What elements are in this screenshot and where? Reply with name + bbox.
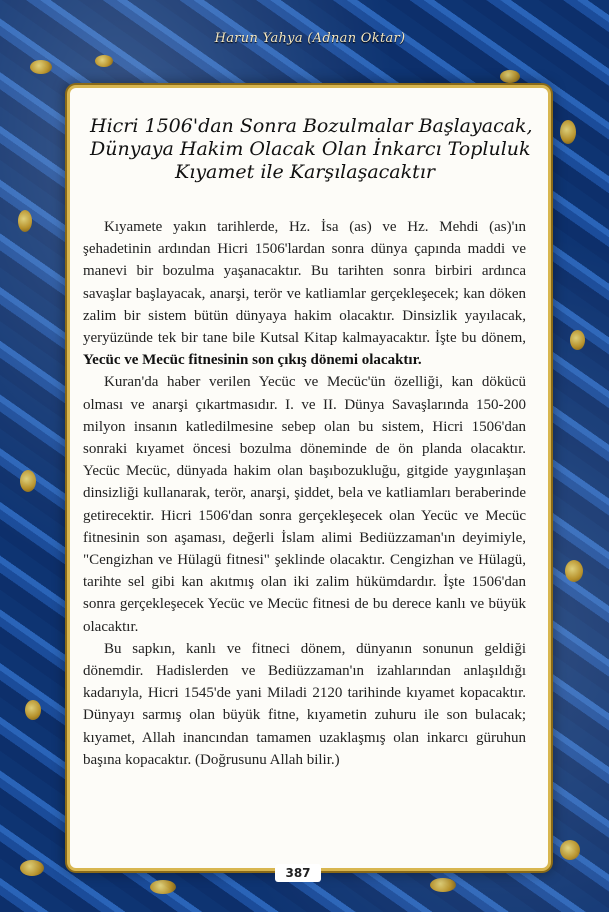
title-line-3: Kıyamet ile Karşılaşacaktır	[175, 161, 435, 183]
gold-ornament	[20, 860, 44, 876]
gold-ornament	[500, 70, 520, 83]
gold-ornament	[20, 470, 36, 492]
gold-ornament	[18, 210, 32, 232]
paragraph-1	[83, 216, 526, 371]
author-name: Harun Yahya (Adnan Oktar)	[214, 30, 406, 46]
paragraph-1-bold: Yecüc ve Mecüc fitnesinin son çıkış dönemi olacaktır.	[83, 352, 422, 369]
page-number: 387	[275, 864, 321, 882]
gold-ornament	[150, 880, 176, 894]
gold-ornament	[430, 878, 456, 892]
title-line-1: Hicri 1506'dan Sonra Bozulmalar Başlayacak,	[90, 115, 533, 137]
gold-ornament	[25, 700, 41, 720]
paragraph-1-text: Kıyamete yakın tarihlerde, Hz. İsa (as) ve Hz. Mehdi (as)'ın şehadetinin ardından Hicri 1506'lardan sonra dünya çapında maddi ve manevi bir bozulma yaşanacaktır. Bu tarihten sonra birbiri ardınca savaşlar başlayacak, anarşi, terör ve katliamlar gerçekleşecek; kan döken zalim bir sistem bütün dünyaya hakim olacaktır. Dinsizlik yayılacak, yeryüzünde tek bir tane bile Kutsal Kitap kalmayacaktır. İşte bu dönem,	[83, 219, 526, 347]
chapter-title	[90, 115, 533, 184]
gold-ornament	[95, 55, 113, 67]
gold-ornament	[560, 120, 576, 144]
running-header	[150, 28, 470, 48]
paragraph-2: Kuran'da haber verilen Yecüc ve Mecüc'ün özelliği, kan dökücü olması ve anarşi çıkartmasıdır. I. ve II. Dünya Savaşlarında 150-200 milyon insanın katledilmesine sebep olan bu sistem, Hicri 1506'dan sonraki kıyamet öncesi bozulma döneminde de ön planda olacaktır. Yecüc Mecüc, dünyada hakim olan başıbozukluğu, gitgide yaygınlaşan dinsizliği kullanarak, terör, anarşi, şiddet, bela ve katliamları beraberinde getirecektir. Hicri 1506'dan sonra gerçekleşecek olan Yecüc ve Mecüc fitnesinin son aşaması, değerli İslam alimi Bediüzzaman'ın deyimiyle, "Cengizhan ve Hülagü fitnesi" şeklinde olacaktır. Cengizhan ve Hülagü, tarihte sel gibi kan akıtmış olan iki zalim hükümdardır. İşte 1506'dan sonra gerçekleşecek Yecüc ve Mecüc fitnesi de bu derece kanlı ve büyük olacaktır.	[83, 374, 526, 635]
gold-ornament	[30, 60, 52, 74]
gold-ornament	[560, 840, 580, 860]
gold-ornament	[570, 330, 585, 350]
body-text	[83, 216, 526, 771]
title-line-2: Dünyaya Hakim Olacak Olan İnkarcı Topluluk	[90, 138, 531, 160]
gold-ornament	[565, 560, 583, 582]
paragraph-3: Bu sapkın, kanlı ve fitneci dönem, dünyanın sonunun geldiği dönemdir. Hadislerden ve Bediüzzaman'ın izahlarından anlaşıldığı kadarıyla, Hicri 1545'de yani Miladi 2120 tarihinde kıyamet kopacaktır. Dünyayı sarmış olan büyük fitne, kıyametin zuhuru ile son bulacak; kıyamet, Allah inancından tamamen uzaklaşmış olan inkarcı güruhun başına kopacaktır. (Doğrusunu Allah bilir.)	[83, 640, 526, 768]
